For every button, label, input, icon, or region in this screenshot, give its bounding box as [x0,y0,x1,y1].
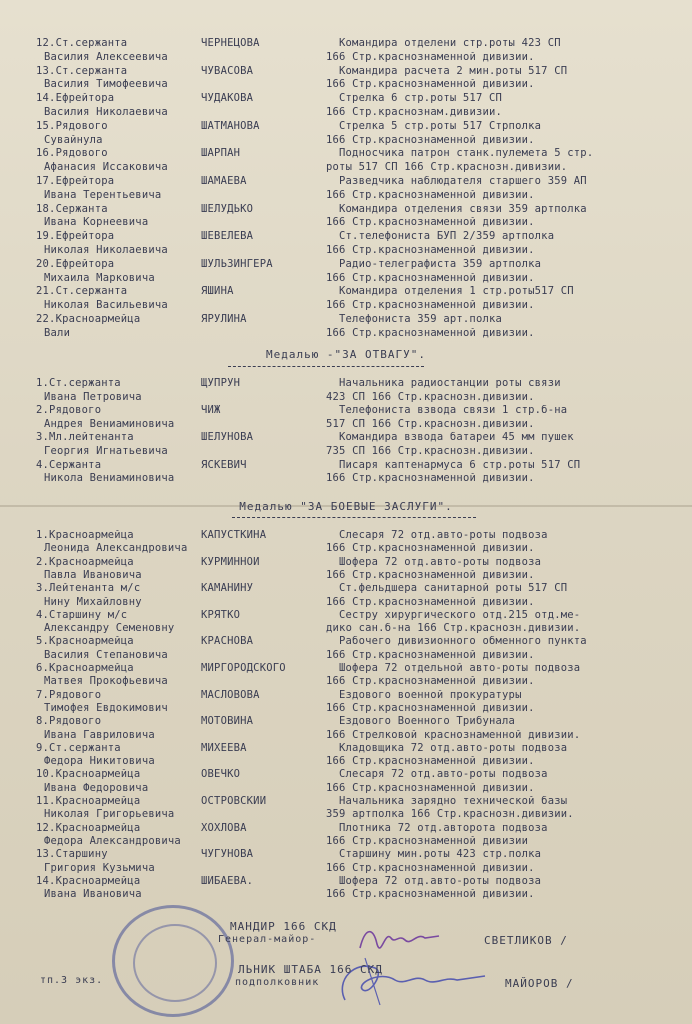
position-description: 166 Стр.краснознаменной дивизии. [326,782,535,794]
given-name: Матвея Прокофьевича [44,676,168,688]
position-description: 166 Стр.краснознаменной дивизии. [326,189,535,201]
given-name: Федора Никитовича [44,756,155,768]
surname: ЧУДАКОВА [201,93,254,105]
rank-and-number: 13.Старшину [36,849,108,861]
commander-rank: Генерал-майор- [218,934,317,945]
given-name: Василия Степановича [44,649,168,661]
surname: ШАМАЕВА [201,176,247,187]
signature-chief-of-staff [325,950,495,1012]
heading-underline [228,366,424,367]
given-name: Георгия Игнатьевича [44,446,168,457]
position-description: Старшину мин.роты 423 стр.полка [339,849,542,861]
position-description: Командира расчета 2 мин.роты 517 СП [339,65,568,77]
position-description: Плотника 72 отд.авторота подвоза [339,822,548,834]
position-description: 517 СП 166 Стр.краснозн.дивизии. [326,418,535,430]
position-description: Писаря каптенармуса 6 стр.роты 517 СП [339,459,581,471]
rank-and-number: 5.Красноармейца [36,636,134,648]
position-description: Командира отделения связи 359 артполка [339,203,587,215]
rank-and-number: 9.Ст.сержанта [36,742,121,754]
rank-and-number: 15.Рядового [36,120,108,132]
position-description: 166 Стр.краснознаменной дивизии. [326,569,535,581]
surname: ШЕЛУДЬКО [201,203,254,215]
rank-and-number: 12.Красноармейца [36,822,141,834]
rank-and-number: 6.Красноармейца [36,663,134,674]
position-description: Командира отделени стр.роты 423 СП [339,38,561,49]
rank-and-number: 19.Ефрейтора [36,231,115,243]
surname: КАМАНИНУ [201,583,254,595]
position-description: Командира взвода батареи 45 мм пушек [339,432,574,444]
position-description: Стрелка 5 стр.роты 517 Стрполка [339,120,542,132]
position-description: 166 Стр.краснознаменной дивизии. [326,862,535,874]
rank-and-number: 17.Ефрейтора [36,176,115,187]
official-seal [112,905,234,1017]
chief-of-staff-title: ЛЬНИК ШТАБА 166 СКД [238,963,383,976]
position-description: 735 СП 166 Стр.краснозн.дивизии. [326,446,535,457]
position-description: 166 Стр.краснознаменной дивизии. [326,79,535,91]
chief-of-staff-rank: подполковник [235,977,320,988]
position-description: Начальника зарядно технической базы [339,796,568,807]
position-description: 166 Стр.краснознам.дивизии. [326,107,503,118]
commander-title: МАНДИР 166 СКД [230,920,337,933]
heading-for-battle-merit: Медалью "ЗА БОЕВЫЕ ЗАСЛУГИ". [239,500,453,513]
rank-and-number: 11.Красноармейца [36,796,141,807]
position-description: Слесаря 72 отд.авто-роты подвоза [339,769,548,781]
position-description: Сестру хирургического отд.215 отд.ме- [339,609,581,621]
surname: ШЕВЕЛЕВА [201,231,254,243]
position-description: 166 Стр.краснознаменной дивизии. [326,756,535,768]
position-description: Радио-телеграфиста 359 артполка [339,258,542,270]
position-description: дико сан.б-на 166 Стр.краснозн.дивизии. [326,623,581,635]
position-description: Стрелка 6 стр.роты 517 СП [339,93,503,105]
position-description: 166 Стр.краснознаменной дивизии [326,835,529,847]
rank-and-number: 8.Рядового [36,716,102,728]
surname: ОВЕЧКО [201,769,241,781]
given-name: Ивана Петровича [44,391,142,403]
surname: ЯСКЕВИЧ [201,459,247,471]
rank-and-number: 2.Рядового [36,405,102,417]
surname: МАСЛОВОВА [201,689,260,701]
surname: ШИБАЕВА. [201,875,254,887]
position-description: 166 Стр.краснознаменной дивизии. [326,702,535,714]
given-name: Николая Николаевича [44,245,168,256]
given-name: Николая Васильевича [44,300,168,312]
surname: ЩУПРУН [201,378,241,389]
surname: ШУЛЬЗИНГЕРА [201,258,273,270]
position-description: 166 Стр.краснознаменной дивизии. [326,245,535,256]
position-description: Шофера 72 отд.авто-роты подвоза [339,875,542,887]
rank-and-number: 4.Сержанта [36,459,102,471]
position-description: 359 артполка 166 Стр.краснозн.дивизии. [326,809,574,821]
rank-and-number: 13.Ст.сержанта [36,65,128,77]
rank-and-number: 3.Мл.лейтенанта [36,432,134,444]
position-description: Командира отделения 1 стр.роты517 СП [339,286,574,298]
position-description: 166 Стр.краснознаменной дивизии. [326,649,535,661]
surname: ОСТРОВСКИЙ [201,796,267,807]
surname: ШАТМАНОВА [201,120,260,132]
surname: ЧЕРНЕЦОВА [201,38,260,49]
given-name: Николая Григорьевича [44,809,175,821]
position-description: Разведчика наблюдателя старшего 359 АП [339,176,587,187]
surname: ХОХЛОВА [201,822,247,834]
position-description: 166 Стр.краснознаменной дивизии. [326,217,535,229]
given-name: Федора Александровича [44,835,181,847]
given-name: Нину Михайловну [44,596,142,608]
given-name: Ивана Федоровича [44,782,149,794]
surname: МИХЕЕВА [201,742,247,754]
rank-and-number: 21.Ст.сержанта [36,286,128,298]
position-description: Телефониста 359 арт.полка [339,314,503,325]
surname: ШЕЛУНОВА [201,432,254,444]
position-description: 166 Стр.краснознаменной дивизии. [326,596,535,608]
given-name: Григория Кузьмича [44,862,155,874]
surname: КРЯТКО [201,609,241,621]
position-description: Ст.фельдшера санитарной роты 517 СП [339,583,568,595]
given-name: Вали [44,327,71,339]
given-name: Василия Алексеевича [44,51,168,63]
position-description: 166 Стр.краснознаменной дивизии. [326,51,535,63]
rank-and-number: 20.Ефрейтора [36,258,115,270]
position-description: 166 Стр.краснознаменной дивизии. [326,272,535,284]
position-description: Шофера 72 отд.авто-роты подвоза [339,556,542,568]
position-description: 166 Стр.краснознаменной дивизии. [326,889,535,901]
surname: ШАРПАН [201,148,241,160]
surname: ЯРУЛИНА [201,314,247,325]
heading-for-courage: Медалью -"ЗА ОТВАГУ". [265,348,427,361]
rank-and-number: 22.Красноармейца [36,314,141,325]
given-name: Ивана Терентьевича [44,189,162,201]
given-name: Сувайнула [44,134,103,146]
surname: КАПУСТКИНА [201,530,267,541]
rank-and-number: 1.Красноармейца [36,530,134,541]
surname: ЧУГУНОВА [201,849,254,861]
rank-and-number: 18.Сержанта [36,203,108,215]
position-description: 166 Стр.краснознаменной дивизии. [326,473,535,485]
position-description: 166 Стрелковой краснознаменной дивизии. [326,729,581,741]
rank-and-number: 1.Ст.сержанта [36,378,121,389]
position-description: Начальника радиостанции роты связи [339,378,561,389]
position-description: Кладовщика 72 отд.авто-роты подвоза [339,742,568,754]
rank-and-number: 4.Старшину м/с [36,609,128,621]
position-description: Ст.телефониста БУП 2/359 артполка [339,231,555,243]
surname: ЧУВАСОВА [201,65,254,77]
rank-and-number: 3.Лейтенанта м/с [36,583,141,595]
surname: КУРМИННОИ [201,556,260,568]
given-name: Павла Ивановича [44,569,142,581]
position-description: Слесаря 72 отд.авто-роты подвоза [339,530,548,541]
rank-and-number: 14.Ефрейтора [36,93,115,105]
position-description: Ездового Военного Трибунала [339,716,516,728]
given-name: Василия Тимофеевича [44,79,168,91]
copies-note: тп.3 экз. [40,975,104,986]
surname: КРАСНОВА [201,636,254,648]
surname: ЯШИНА [201,286,234,298]
chief-of-staff-name: МАЙОРОВ / [505,977,574,990]
position-description: Шофера 72 отдельной авто-роты подвоза [339,663,581,674]
given-name: Александру Семеновну [44,623,175,635]
position-description: 423 СП 166 Стр.краснозн.дивизии. [326,391,535,403]
given-name: Ивана Корнеевича [44,217,149,229]
position-description: Подносчика патрон станк.пулемета 5 стр. [339,148,594,160]
given-name: Михаила Марковича [44,272,155,284]
position-description: 166 Стр.краснознаменной дивизии. [326,543,535,555]
position-description: роты 517 СП 166 Стр.краснозн.дивизии. [326,162,568,174]
given-name: Никола Вениаминовича [44,473,175,485]
given-name: Ивана Гавриловича [44,729,155,741]
position-description: 166 Стр.краснознаменной дивизии. [326,134,535,146]
rank-and-number: 10.Красноармейца [36,769,141,781]
position-description: 166 Стр.краснознаменной дивизии. [326,676,535,688]
rank-and-number: 2.Красноармейца [36,556,134,568]
given-name: Андрея Вениаминовича [44,418,175,430]
position-description: 166 Стр.краснознаменной дивизии. [326,300,535,312]
given-name: Василия Николаевича [44,107,168,118]
position-description: Ездового военной прокуратуры [339,689,522,701]
rank-and-number: 7.Рядового [36,689,102,701]
given-name: Леонида Александровича [44,543,188,555]
position-description: 166 Стр.краснознаменной дивизии. [326,327,535,339]
surname: МОТОВИНА [201,716,254,728]
given-name: Ивана Ивановича [44,889,142,901]
position-description: Телефониста взвода связи 1 стр.б-на [339,405,568,417]
given-name: Афанасия Иссаковича [44,162,168,174]
rank-and-number: 16.Рядового [36,148,108,160]
surname: ЧИЖ [201,405,221,417]
heading-underline [232,517,476,518]
rank-and-number: 12.Ст.сержанта [36,38,128,49]
given-name: Тимофея Евдокимович [44,702,168,714]
rank-and-number: 14.Красноармейца [36,875,141,887]
seal-inner-ring [133,924,217,1002]
commander-name: СВЕТЛИКОВ / [484,934,568,947]
position-description: Рабочего дивизионного обменного пункта [339,636,587,648]
surname: МИРГОРОДСКОГО [201,663,286,674]
